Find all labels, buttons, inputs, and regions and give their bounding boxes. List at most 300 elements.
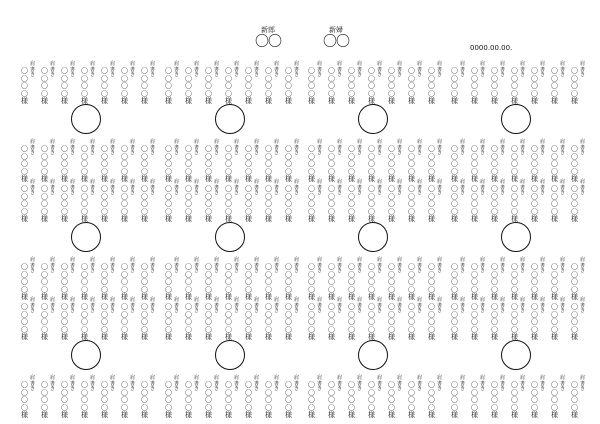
guest-relation: 肩書き: [150, 139, 156, 156]
guest-seat: [60, 374, 80, 419]
guest-name: 〇〇〇〇様: [185, 381, 192, 419]
guest-seat: [80, 374, 100, 419]
guest-name: 〇〇〇〇様: [471, 67, 478, 105]
guest-seat: [510, 138, 530, 183]
guest-seat: [100, 178, 120, 223]
guest-relation: 肩書き: [357, 179, 363, 196]
round-table-circle: [501, 222, 531, 252]
guest-name: 〇〇〇〇様: [571, 263, 578, 301]
guest-name: 〇〇〇〇様: [81, 303, 88, 341]
round-table-circle: [215, 104, 245, 134]
guest-name: 〇〇〇〇様: [348, 145, 355, 183]
seat-group-upper: [305, 178, 445, 223]
guest-name: 〇〇〇〇様: [61, 145, 68, 183]
guest-seat: [60, 256, 80, 301]
guest-seat: [490, 60, 510, 105]
guest-name: 〇〇〇〇様: [165, 263, 172, 301]
guest-relation: 肩書き: [337, 139, 343, 156]
guest-seat: [450, 374, 470, 419]
guest-name: 〇〇〇〇様: [328, 185, 335, 223]
guest-seat: [490, 296, 510, 341]
guest-relation: 肩書き: [377, 257, 383, 274]
seat-group-lower: [18, 256, 158, 301]
guest-relation: 肩書き: [174, 139, 180, 156]
guest-name: 〇〇〇〇様: [141, 263, 148, 301]
guest-table: [448, 60, 588, 183]
guest-seat: [387, 138, 407, 183]
guest-seat: [204, 256, 224, 301]
guest-seat: [100, 296, 120, 341]
guest-name: 〇〇〇〇様: [61, 303, 68, 341]
guest-name: 〇〇〇〇様: [21, 381, 28, 419]
guest-name: 〇〇〇〇様: [551, 145, 558, 183]
guest-name: 〇〇〇〇様: [185, 67, 192, 105]
guest-seat: [204, 60, 224, 105]
guest-name: 〇〇〇〇様: [205, 145, 212, 183]
guest-name: 〇〇〇〇様: [408, 145, 415, 183]
guest-seat: [570, 256, 590, 301]
guest-name: 〇〇〇〇様: [245, 381, 252, 419]
guest-seat: [100, 138, 120, 183]
guest-relation: 肩書き: [540, 375, 546, 392]
round-table-circle: [215, 222, 245, 252]
guest-name: 〇〇〇〇様: [491, 145, 498, 183]
guest-relation: 肩書き: [30, 297, 36, 314]
round-table-circle: [71, 222, 101, 252]
guest-name: 〇〇〇〇様: [571, 381, 578, 419]
guest-seat: [60, 178, 80, 223]
guest-relation: 肩書き: [540, 139, 546, 156]
guest-name: 〇〇〇〇様: [531, 263, 538, 301]
guest-seat: [60, 60, 80, 105]
guest-relation: 肩書き: [580, 179, 586, 196]
guest-name: 〇〇〇〇様: [451, 145, 458, 183]
guest-relation: 肩書き: [110, 139, 116, 156]
guest-seat: [307, 374, 327, 419]
guest-name: 〇〇〇〇様: [245, 303, 252, 341]
guest-seat: [510, 374, 530, 419]
guest-relation: 肩書き: [194, 297, 200, 314]
guest-name: 〇〇〇〇様: [41, 263, 48, 301]
guest-name: 〇〇〇〇様: [428, 381, 435, 419]
guest-relation: 肩書き: [560, 297, 566, 314]
guest-name: 〇〇〇〇様: [388, 303, 395, 341]
guest-relation: 肩書き: [234, 257, 240, 274]
guest-seat: [307, 138, 327, 183]
seat-group-upper: [162, 60, 302, 105]
guest-seat: [284, 374, 304, 419]
guest-name: 〇〇〇〇様: [165, 67, 172, 105]
guest-name: 〇〇〇〇様: [41, 303, 48, 341]
guest-seat: [164, 296, 184, 341]
guest-table: [305, 60, 445, 183]
guest-name: 〇〇〇〇様: [165, 381, 172, 419]
guest-seat: [20, 138, 40, 183]
guest-name: 〇〇〇〇様: [571, 145, 578, 183]
guest-name: 〇〇〇〇様: [451, 263, 458, 301]
guest-relation: 肩書き: [460, 375, 466, 392]
guest-seat: [244, 138, 264, 183]
guest-relation: 肩書き: [214, 375, 220, 392]
guest-name: 〇〇〇〇様: [328, 67, 335, 105]
guest-relation: 肩書き: [254, 257, 260, 274]
seat-group-lower: [448, 374, 588, 419]
guest-seat: [307, 60, 327, 105]
guest-relation: 肩書き: [90, 61, 96, 78]
guest-name: 〇〇〇〇様: [551, 303, 558, 341]
guest-relation: 肩書き: [480, 61, 486, 78]
guest-seat: [244, 178, 264, 223]
guest-relation: 肩書き: [460, 257, 466, 274]
guest-seat: [264, 178, 284, 223]
guest-seat: [40, 374, 60, 419]
seat-group-upper: [448, 178, 588, 223]
round-table-circle: [215, 340, 245, 370]
guest-relation: 肩書き: [417, 257, 423, 274]
guest-table: [448, 296, 588, 419]
guest-seat: [470, 178, 490, 223]
guest-seat: [427, 374, 447, 419]
guest-relation: 肩書き: [274, 375, 280, 392]
guest-relation: 肩書き: [520, 297, 526, 314]
guest-seat: [284, 178, 304, 223]
guest-name: 〇〇〇〇様: [531, 145, 538, 183]
guest-seat: [40, 256, 60, 301]
guest-seat: [140, 60, 160, 105]
guest-relation: 肩書き: [110, 375, 116, 392]
guest-name: 〇〇〇〇様: [531, 381, 538, 419]
guest-name: 〇〇〇〇様: [41, 67, 48, 105]
seat-group-lower: [305, 138, 445, 183]
guest-name: 〇〇〇〇様: [428, 303, 435, 341]
guest-relation: 肩書き: [480, 257, 486, 274]
guest-name: 〇〇〇〇様: [368, 303, 375, 341]
guest-relation: 肩書き: [294, 139, 300, 156]
seat-group-lower: [18, 138, 158, 183]
guest-seat: [347, 256, 367, 301]
seat-group-upper: [162, 178, 302, 223]
guest-seat: [530, 178, 550, 223]
guest-seat: [407, 256, 427, 301]
round-table-circle: [358, 222, 388, 252]
guest-table: [305, 178, 445, 301]
guest-relation: 肩書き: [460, 61, 466, 78]
seat-group-upper: [448, 296, 588, 341]
guest-name: 〇〇〇〇様: [185, 185, 192, 223]
guest-name: 〇〇〇〇様: [21, 263, 28, 301]
guest-name: 〇〇〇〇様: [81, 145, 88, 183]
guest-name: 〇〇〇〇様: [551, 185, 558, 223]
guest-name: 〇〇〇〇様: [141, 145, 148, 183]
guest-name: 〇〇〇〇様: [265, 303, 272, 341]
guest-relation: 肩書き: [30, 61, 36, 78]
seat-group-lower: [162, 256, 302, 301]
guest-relation: 肩書き: [520, 257, 526, 274]
guest-seat: [40, 178, 60, 223]
guest-name: 〇〇〇〇様: [471, 381, 478, 419]
guest-relation: 肩書き: [377, 297, 383, 314]
guest-relation: 肩書き: [337, 61, 343, 78]
guest-relation: 肩書き: [50, 179, 56, 196]
guest-name: 〇〇〇〇様: [101, 381, 108, 419]
guest-seat: [450, 296, 470, 341]
guest-relation: 肩書き: [437, 179, 443, 196]
guest-seat: [244, 374, 264, 419]
guest-relation: 肩書き: [417, 375, 423, 392]
guest-name: 〇〇〇〇様: [571, 185, 578, 223]
guest-seat: [387, 178, 407, 223]
guest-relation: 肩書き: [540, 179, 546, 196]
guest-name: 〇〇〇〇様: [225, 303, 232, 341]
guest-relation: 肩書き: [480, 375, 486, 392]
guest-name: 〇〇〇〇様: [328, 145, 335, 183]
seat-group-lower: [162, 138, 302, 183]
guest-name: 〇〇〇〇様: [61, 263, 68, 301]
guest-name: 〇〇〇〇様: [408, 67, 415, 105]
guest-table: [18, 296, 158, 419]
guest-name: 〇〇〇〇様: [308, 303, 315, 341]
guest-relation: 肩書き: [357, 257, 363, 274]
guest-name: 〇〇〇〇様: [265, 145, 272, 183]
guest-relation: 肩書き: [30, 257, 36, 274]
guest-relation: 肩書き: [130, 179, 136, 196]
guest-relation: 肩書き: [480, 179, 486, 196]
guest-name: 〇〇〇〇様: [81, 381, 88, 419]
guest-seat: [204, 138, 224, 183]
guest-name: 〇〇〇〇様: [265, 263, 272, 301]
guest-name: 〇〇〇〇様: [308, 263, 315, 301]
guest-name: 〇〇〇〇様: [388, 145, 395, 183]
guest-name: 〇〇〇〇様: [41, 381, 48, 419]
guest-relation: 肩書き: [174, 61, 180, 78]
guest-relation: 肩書き: [500, 257, 506, 274]
guest-seat: [347, 178, 367, 223]
guest-table: [162, 296, 302, 419]
guest-name: 〇〇〇〇様: [451, 303, 458, 341]
guest-seat: [224, 256, 244, 301]
guest-seat: [570, 374, 590, 419]
seat-group-lower: [305, 374, 445, 419]
guest-seat: [307, 296, 327, 341]
guest-seat: [387, 296, 407, 341]
guest-name: 〇〇〇〇様: [205, 303, 212, 341]
guest-seat: [550, 60, 570, 105]
guest-relation: 肩書き: [174, 375, 180, 392]
guest-relation: 肩書き: [174, 297, 180, 314]
guest-seat: [387, 374, 407, 419]
guest-relation: 肩書き: [357, 61, 363, 78]
guest-seat: [140, 256, 160, 301]
guest-seat: [224, 296, 244, 341]
guest-name: 〇〇〇〇様: [511, 263, 518, 301]
guest-seat: [224, 374, 244, 419]
guest-seat: [550, 138, 570, 183]
guest-relation: 肩書き: [580, 297, 586, 314]
seat-group-upper: [305, 60, 445, 105]
groom-label: 新郎: [261, 26, 275, 34]
guest-name: 〇〇〇〇様: [348, 381, 355, 419]
guest-relation: 肩書き: [520, 139, 526, 156]
guest-seat: [427, 178, 447, 223]
guest-name: 〇〇〇〇様: [471, 145, 478, 183]
guest-seat: [80, 296, 100, 341]
guest-name: 〇〇〇〇様: [121, 303, 128, 341]
guest-name: 〇〇〇〇様: [511, 303, 518, 341]
guest-seat: [120, 178, 140, 223]
guest-seat: [120, 60, 140, 105]
guest-relation: 肩書き: [377, 375, 383, 392]
guest-seat: [550, 256, 570, 301]
guest-name: 〇〇〇〇様: [511, 381, 518, 419]
guest-relation: 肩書き: [50, 257, 56, 274]
guest-seat: [470, 374, 490, 419]
guest-name: 〇〇〇〇様: [81, 67, 88, 105]
guest-relation: 肩書き: [214, 139, 220, 156]
guest-name: 〇〇〇〇様: [81, 263, 88, 301]
guest-seat: [224, 138, 244, 183]
guest-relation: 肩書き: [520, 375, 526, 392]
guest-relation: 肩書き: [500, 297, 506, 314]
guest-seat: [367, 178, 387, 223]
guest-name: 〇〇〇〇様: [41, 145, 48, 183]
guest-name: 〇〇〇〇様: [61, 381, 68, 419]
guest-seat: [327, 138, 347, 183]
guest-name: 〇〇〇〇様: [348, 303, 355, 341]
guest-name: 〇〇〇〇様: [21, 145, 28, 183]
guest-seat: [407, 374, 427, 419]
guest-relation: 肩書き: [460, 297, 466, 314]
guest-seat: [204, 296, 224, 341]
guest-seat: [407, 178, 427, 223]
guest-seat: [450, 178, 470, 223]
guest-seat: [347, 138, 367, 183]
guest-seat: [327, 60, 347, 105]
guest-seat: [184, 256, 204, 301]
guest-relation: 肩書き: [150, 61, 156, 78]
guest-name: 〇〇〇〇様: [141, 67, 148, 105]
guest-relation: 肩書き: [580, 139, 586, 156]
seating-header: [0, 6, 600, 62]
seat-group-lower: [448, 138, 588, 183]
guest-name: 〇〇〇〇様: [308, 67, 315, 105]
guest-name: 〇〇〇〇様: [571, 303, 578, 341]
guest-relation: 肩書き: [337, 257, 343, 274]
guest-name: 〇〇〇〇様: [491, 185, 498, 223]
guest-name: 〇〇〇〇様: [491, 381, 498, 419]
seat-group-upper: [305, 296, 445, 341]
guest-name: 〇〇〇〇様: [571, 67, 578, 105]
round-table-circle: [71, 104, 101, 134]
guest-relation: 肩書き: [130, 257, 136, 274]
guest-name: 〇〇〇〇様: [308, 145, 315, 183]
guest-relation: 肩書き: [317, 375, 323, 392]
guest-seat: [40, 60, 60, 105]
guest-seat: [530, 60, 550, 105]
guest-seat: [80, 178, 100, 223]
guest-seat: [427, 138, 447, 183]
seat-group-upper: [18, 296, 158, 341]
guest-relation: 肩書き: [274, 139, 280, 156]
guest-relation: 肩書き: [437, 297, 443, 314]
guest-relation: 肩書き: [234, 179, 240, 196]
guest-relation: 肩書き: [560, 375, 566, 392]
guest-table: [162, 178, 302, 301]
guest-relation: 肩書き: [254, 297, 260, 314]
guest-name: 〇〇〇〇様: [205, 263, 212, 301]
guest-seat: [204, 178, 224, 223]
round-table-circle: [358, 340, 388, 370]
guest-relation: 肩書き: [274, 257, 280, 274]
guest-seat: [570, 138, 590, 183]
guest-relation: 肩書き: [194, 139, 200, 156]
round-table-circle: [71, 340, 101, 370]
guest-seat: [244, 60, 264, 105]
guest-relation: 肩書き: [377, 139, 383, 156]
guest-seat: [284, 296, 304, 341]
guest-seat: [140, 296, 160, 341]
guest-name: 〇〇〇〇様: [551, 263, 558, 301]
guest-seat: [80, 256, 100, 301]
guest-relation: 肩書き: [110, 61, 116, 78]
guest-seat: [490, 178, 510, 223]
guest-name: 〇〇〇〇様: [101, 185, 108, 223]
guest-table: [162, 60, 302, 183]
guest-name: 〇〇〇〇様: [265, 381, 272, 419]
guest-name: 〇〇〇〇様: [265, 185, 272, 223]
guest-name: 〇〇〇〇様: [348, 185, 355, 223]
guest-table: [18, 60, 158, 183]
guest-seat: [327, 178, 347, 223]
guest-seat: [264, 138, 284, 183]
guest-name: 〇〇〇〇様: [185, 263, 192, 301]
guest-relation: 肩書き: [254, 375, 260, 392]
guest-relation: 肩書き: [130, 61, 136, 78]
guest-relation: 肩書き: [174, 179, 180, 196]
guest-relation: 肩書き: [397, 179, 403, 196]
guest-relation: 肩書き: [50, 61, 56, 78]
guest-seat: [490, 138, 510, 183]
guest-relation: 肩書き: [150, 257, 156, 274]
guest-seat: [60, 296, 80, 341]
guest-relation: 肩書き: [70, 375, 76, 392]
guest-relation: 肩書き: [50, 297, 56, 314]
guest-name: 〇〇〇〇様: [348, 67, 355, 105]
guest-name: 〇〇〇〇様: [471, 185, 478, 223]
guest-name: 〇〇〇〇様: [165, 145, 172, 183]
guest-relation: 肩書き: [460, 139, 466, 156]
guest-seat: [510, 256, 530, 301]
guest-relation: 肩書き: [130, 139, 136, 156]
guest-relation: 肩書き: [460, 179, 466, 196]
guest-name: 〇〇〇〇様: [285, 381, 292, 419]
round-table-circle: [501, 104, 531, 134]
guest-seat: [347, 374, 367, 419]
guest-name: 〇〇〇〇様: [408, 185, 415, 223]
guest-seat: [20, 60, 40, 105]
guest-relation: 肩書き: [377, 61, 383, 78]
guest-relation: 肩書き: [214, 179, 220, 196]
guest-seat: [264, 60, 284, 105]
guest-seat: [450, 60, 470, 105]
guest-name: 〇〇〇〇様: [41, 185, 48, 223]
guest-seat: [490, 256, 510, 301]
guest-name: 〇〇〇〇様: [225, 67, 232, 105]
guest-seat: [530, 256, 550, 301]
guest-relation: 肩書き: [70, 257, 76, 274]
guest-name: 〇〇〇〇様: [368, 185, 375, 223]
guest-relation: 肩書き: [30, 139, 36, 156]
guest-relation: 肩書き: [150, 179, 156, 196]
